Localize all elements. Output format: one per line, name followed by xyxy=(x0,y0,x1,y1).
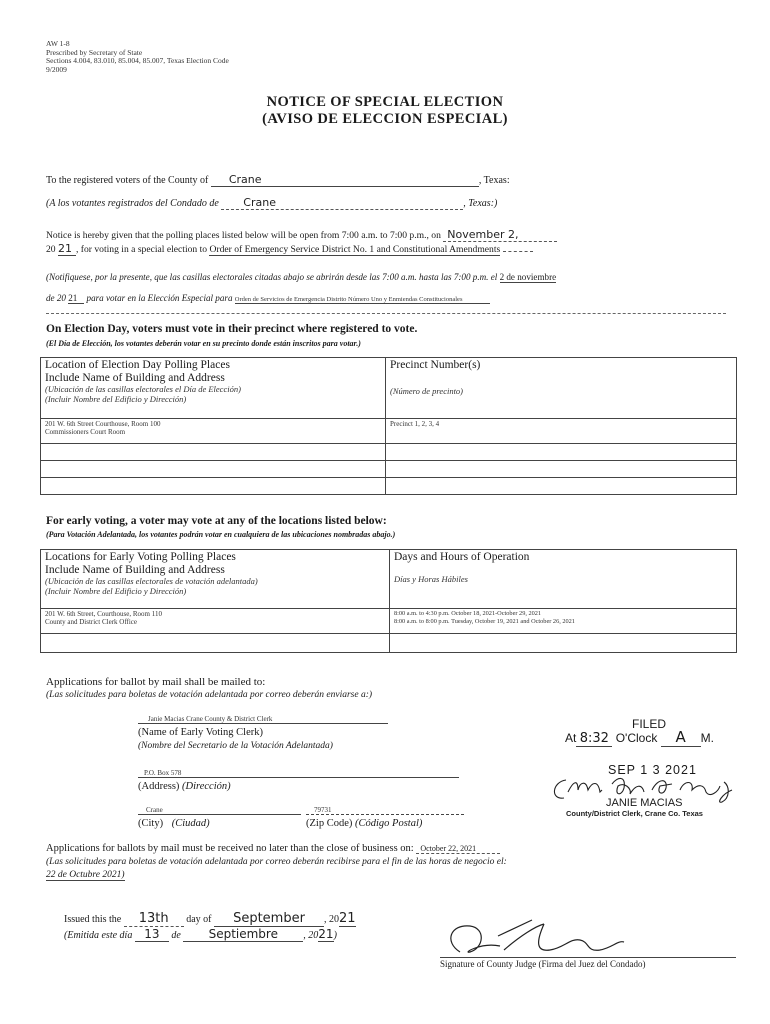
ev-location-line-1: 201 W. 6th Street, Courthouse, Room 110 xyxy=(45,610,162,618)
address-label-row xyxy=(138,781,231,792)
issued-line-es xyxy=(64,927,337,942)
code-sections: Sections 4.004, 83.010, 85.004, 85.007, Texas Election Code xyxy=(46,56,229,66)
precinct-header: Precinct Number(s) xyxy=(390,359,481,371)
early-voting-heading: For early voting, a voter may vote at any of the locations listed below: xyxy=(46,515,387,527)
precinct-header-cell xyxy=(386,358,737,419)
table-row xyxy=(41,419,737,444)
zip-label-es: (Código Postal) xyxy=(355,818,423,829)
city-label-row xyxy=(138,818,210,829)
clerk-name-label: (Name of Early Voting Clerk) xyxy=(138,727,264,738)
voters-prefix-es: (A los votantes registrados del Condado de xyxy=(46,198,219,209)
ev-hours-line-1: 8:00 a.m. to 4:30 p.m. October 18, 2021-October 29, 2021 xyxy=(394,610,542,617)
voters-prefix: To the registered voters of the County of xyxy=(46,175,209,186)
ev-hours-header-cell xyxy=(390,550,737,609)
issued-year-prefix-es: , 20 xyxy=(303,930,319,941)
city-label: (City) xyxy=(138,818,164,829)
early-voting-subheading: (Para Votación Adelantada, los votantes podrán votar en cualquiera de las ubicaciones nombradas abajo.) xyxy=(46,530,396,539)
issued-day-es: 13 xyxy=(135,927,169,942)
table-row xyxy=(41,461,737,478)
table-row xyxy=(41,444,737,461)
table-header-row xyxy=(41,358,737,419)
notice-title-spanish: (AVISO DE ELECCION ESPECIAL) xyxy=(262,111,508,127)
issued-de: de xyxy=(171,930,181,941)
election-date: November 2, xyxy=(443,228,557,242)
stamp-time-row xyxy=(565,728,714,747)
stamp-clerk-title: County/District Clerk, Crane Co. Texas xyxy=(566,809,703,818)
location-header-2: Include Name of Building and Address xyxy=(45,371,225,384)
form-date: 9/2009 xyxy=(46,64,67,74)
table-row xyxy=(41,609,737,634)
stamp-filed: FILED xyxy=(632,717,667,731)
election-date-es: 2 de noviembre xyxy=(499,272,557,282)
form-id: AW 1-8 xyxy=(46,39,70,48)
judge-signature xyxy=(440,912,690,962)
election-year: 21 xyxy=(58,242,76,256)
issued-prefix: Issued this the xyxy=(64,914,122,925)
ev-hours-header: Days and Hours of Operation xyxy=(394,551,530,563)
form-header xyxy=(46,40,229,74)
stamp-clerk-name: JANIE MACIAS xyxy=(606,797,683,809)
clerk-name-value: Janie Macias Crane County & District Clerk xyxy=(138,715,388,724)
table-cell xyxy=(386,419,737,444)
notice-es-text-1: (Notifiquese, por la presente, que las casillas electorales citadas abajo se abrirán desde las 7:00 a.m. hasta las 7:00 p.m. el xyxy=(46,272,498,282)
ev-location-header-es-2: (Incluir Nombre del Edificio y Dirección) xyxy=(45,586,187,596)
ev-location-header-cell xyxy=(41,550,390,609)
election-purpose-es: Orden de Servicios de Emergencia Distrito Número Uno y Enmiendas Constitucionales xyxy=(235,296,490,304)
election-day-table xyxy=(40,357,737,495)
table-cell xyxy=(390,609,737,634)
ev-location-header-1: Locations for Early Voting Polling Places xyxy=(45,551,236,563)
notice-line-1 xyxy=(46,228,557,242)
zip-label: (Zip Code) xyxy=(306,818,353,829)
location-header-es-2: (Incluir Nombre del Edificio y Dirección) xyxy=(45,394,187,404)
deadline-date: October 22, 2021 xyxy=(416,844,500,854)
table-cell xyxy=(386,444,737,461)
location-header-1: Location of Election Day Polling Places xyxy=(45,359,230,371)
ev-hours-line-2: 8:00 a.m. to 8:00 p.m. Tuesday, October 19, 2021 and October 26, 2021 xyxy=(394,618,575,625)
deadline-date-es-value: 22 de Octubre 2021) xyxy=(46,870,125,880)
signature-label: Signature of County Judge (Firma del Juez del Condado) xyxy=(440,959,646,969)
city-value: Crane xyxy=(138,806,301,815)
issued-prefix-es: (Emitida este día xyxy=(64,930,133,941)
location-line-2: Commissioners Court Room xyxy=(45,428,126,436)
address-label-es: (Dirección) xyxy=(182,781,231,792)
table-cell xyxy=(41,419,386,444)
ev-location-header-es-1: (Ubicación de las casillas electorales de votación adelantada) xyxy=(45,576,258,586)
table-cell xyxy=(41,461,386,478)
stamp-time: 8:32 xyxy=(576,731,612,747)
table-cell xyxy=(386,461,737,478)
year-prefix: 20 xyxy=(46,244,56,255)
deadline-text: Applications for ballots by mail must be received no later than the close of business on: xyxy=(46,843,414,854)
issued-day-of: day of xyxy=(186,914,212,925)
stamp-m: M. xyxy=(700,731,715,745)
notice-line-es-2 xyxy=(46,293,490,304)
issued-year-es: 21 xyxy=(318,927,334,941)
table-row xyxy=(41,634,737,653)
election-year-es: 21 xyxy=(68,293,84,304)
clerk-name-label-es: (Nombre del Secretario de la Votación Adelantada) xyxy=(138,741,333,751)
mail-heading: Applications for ballot by mail shall be mailed to: xyxy=(46,676,266,688)
table-cell xyxy=(390,634,737,653)
zip-value: 79731 xyxy=(306,806,464,815)
signature-line xyxy=(440,957,736,958)
issued-year-prefix: , 20 xyxy=(324,914,339,925)
early-voting-table xyxy=(40,549,737,653)
issued-close-es: ) xyxy=(333,930,337,941)
notice-text-2: , for voting in a special election to xyxy=(76,244,208,255)
notice-line-2 xyxy=(46,242,533,256)
notice-title: NOTICE OF SPECIAL ELECTION xyxy=(266,94,504,110)
issued-year: 21 xyxy=(339,911,356,926)
ev-hours-header-es: Días y Horas Hábiles xyxy=(394,573,468,584)
issued-month-es: Septiembre xyxy=(183,927,303,942)
table-cell xyxy=(41,478,386,495)
zip-label-row xyxy=(306,818,422,829)
table-cell xyxy=(41,444,386,461)
location-header-es-1: (Ubicación de las casillas electorales el Día de Elección) xyxy=(45,384,241,394)
city-label-es: (Ciudad) xyxy=(171,818,210,829)
election-purpose: Order of Emergency Service District No. 1 and Constitutional Amendments xyxy=(209,244,501,255)
purpose-blank xyxy=(503,251,533,252)
voters-line xyxy=(46,173,510,187)
voters-suffix-es: , Texas:) xyxy=(463,198,498,209)
notice-divider xyxy=(46,313,726,314)
mail-subheading: (Las solicitudes para boletas de votación adelantada por correo deberán enviarse a:) xyxy=(46,690,373,700)
location-line-1: 201 W. 6th Street Courthouse, Room 100 xyxy=(45,420,161,428)
county-value-es: Crane xyxy=(221,196,463,210)
issued-line xyxy=(64,911,356,927)
issued-day: 13th xyxy=(124,911,184,927)
deadline-line-es: (Las solicitudes para boletas de votación adelantada por correo deberán recibirse para el fin de las horas de negocio el: xyxy=(46,857,507,867)
stamp-at: At xyxy=(565,731,577,745)
table-cell xyxy=(41,634,390,653)
es-year-prefix: de 20 xyxy=(46,293,66,303)
address-label: (Address) xyxy=(138,781,180,792)
notice-text-1: Notice is hereby given that the polling places listed below will be open from 7:00 a.m. to 7:00 p.m., on xyxy=(46,230,441,241)
issued-month: September xyxy=(214,911,324,927)
precinct-value: Precinct 1, 2, 3, 4 xyxy=(390,420,440,428)
table-cell xyxy=(41,609,390,634)
stamp-oclock: O'Clock xyxy=(615,731,658,745)
ev-location-header-2: Include Name of Building and Address xyxy=(45,563,225,576)
address-value: P.O. Box 578 xyxy=(138,769,459,778)
election-day-heading: On Election Day, voters must vote in their precinct where registered to vote. xyxy=(46,323,418,335)
notice-es-text-2: para votar en la Elección Especial para xyxy=(86,293,233,303)
deadline-date-es xyxy=(46,870,125,881)
stamp-date: SEP 1 3 2021 xyxy=(608,763,697,777)
precinct-header-es: (Número de precinto) xyxy=(390,385,464,396)
voters-line-spanish xyxy=(46,196,497,210)
location-header-cell xyxy=(41,358,386,419)
table-cell xyxy=(386,478,737,495)
county-value: Crane xyxy=(211,173,479,187)
voters-suffix: , Texas: xyxy=(478,175,510,186)
election-day-subheading: (El Día de Elección, los votantes deberán votar en su precinto donde están inscritos para votar.) xyxy=(46,339,361,348)
prescribed-by: Prescribed by Secretary of State xyxy=(46,47,143,57)
ev-location-line-2: County and District Clerk Office xyxy=(45,618,138,626)
table-header-row xyxy=(41,550,737,609)
table-row xyxy=(41,478,737,495)
notice-line-es-1 xyxy=(46,272,556,283)
deadline-line xyxy=(46,843,500,854)
stamp-ampm: A xyxy=(661,728,701,747)
